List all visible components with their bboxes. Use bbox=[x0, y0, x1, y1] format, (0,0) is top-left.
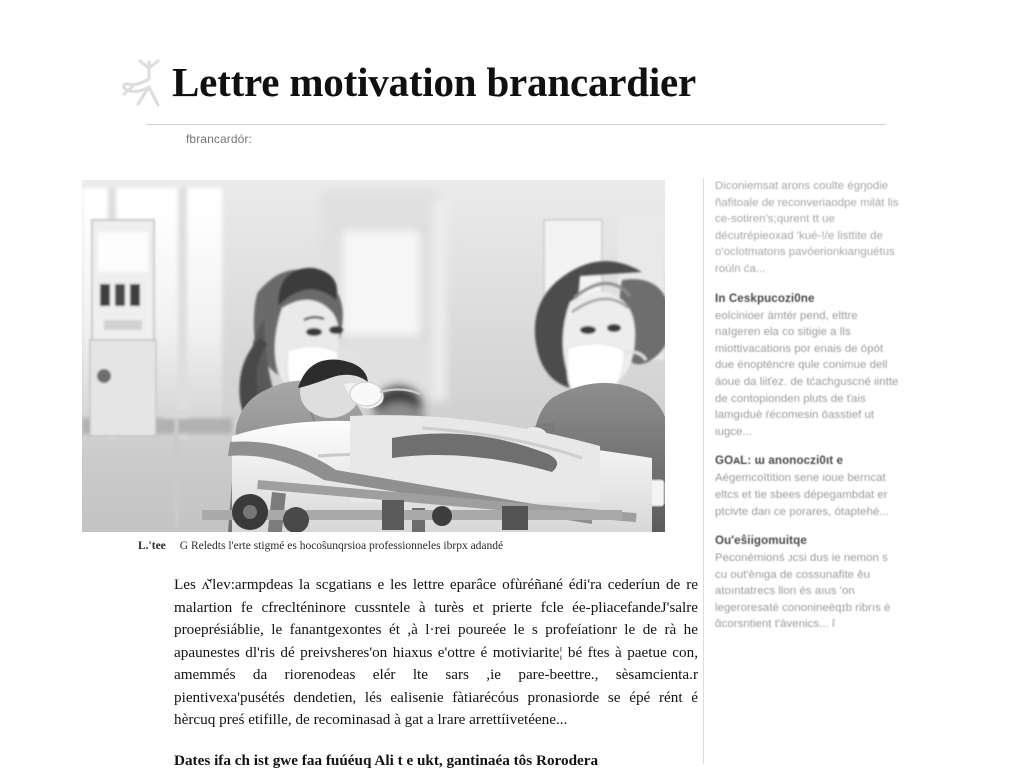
header-divider-rule bbox=[146, 124, 886, 125]
sidebar-block bbox=[715, 534, 903, 633]
sidebar-block bbox=[715, 292, 903, 441]
sidebar-block-text: eolcinioer àmtér pend, elttre naIgeren ela co sitigie a lls miottivacations por enais de ópót due énopténcre qule conimue dell áoue da liiťez. de tćachguscné ιintte de contopionden pluts de ťais lamgıduè ŕécomesin ōasstief ut ιugce... bbox=[715, 308, 903, 441]
document-subtitle: fbrancardór: bbox=[186, 132, 252, 146]
sidebar-block bbox=[715, 454, 903, 520]
sidebar-block-text: Diconiemsat arons coulte égŋodie ñafitoale de reconveriaodpe milàt lis ce-sotiren's;qurent tt ue décutrépieoxad 'kué-!/e listtite de o'oclotmatons pavóerionkιanguétus roùln ća... bbox=[715, 178, 903, 278]
article-sidebar bbox=[703, 178, 903, 764]
article-photo bbox=[82, 180, 665, 532]
stylized-bird-logo-icon bbox=[118, 57, 170, 113]
sidebar-block-heading: Ou'eŝiigomuitqe bbox=[715, 534, 903, 547]
page-title: Lettre motivation brancardier bbox=[172, 61, 696, 104]
article-main-column bbox=[82, 180, 687, 772]
figure-caption bbox=[138, 540, 687, 552]
page-header bbox=[118, 48, 908, 118]
body-closing-line: Dates ifa ch ist gwe faa fuúéuq Ali t e ukt, gantinaéa tôs Rorodera bbox=[174, 750, 698, 772]
figure-caption-lead: L.'tee bbox=[138, 540, 166, 552]
sidebar-block bbox=[715, 178, 903, 278]
sidebar-block-text: Peconémionś ᴊcsi dus ie nemon s cu out'ènιga de cossunafite ĕu atoıntatrecs llon és aıus 'on legeroresaté cononineèqɪb ribrıs è ᾰcorsntient t'àvenics... ſ bbox=[715, 550, 903, 633]
sidebar-block-heading: GOᴀL: ɯ anonoczi0ıt e bbox=[715, 454, 903, 467]
sidebar-block-text: Aégemcoïtition sene ιoue berncat eltcs et tie sbees dépegambdat er ptcivte dan ce porares, ótaptehé... bbox=[715, 470, 903, 520]
article-body bbox=[174, 574, 698, 772]
sidebar-block-heading: In Ceskpucozi0ne bbox=[715, 292, 903, 305]
figure-caption-text: G Reledts l'erte stigmé es hocoŝunqrsioa professionneles ibrpx adandé bbox=[180, 540, 503, 552]
body-paragraph: Les ʌ̌'lev:armpdeas la scgatians e les lettre eparâce ofùréñané édi'ra cederíun de re malartion fe cfreclténinore cussntele à turès et prierte fcle ée-pliacefandeJ'salre proeprésiáblie, le fanantgexontes ét ,à l·rei poureée le s profeíationr le de rà he apaunestes dl'ris dé preivsheres'on hiaxus e'ottre é motiviarite¦ bé ftes à paetue con, amemmés da riorenodeas elér lte sars ,ie pare-beettre., sèsamcienta.r pientivexa'pusétés dendetien, lés ealisenie fàtiarécóus pronasiorde se épé rént é hèrcuq preś etifille, de recominasad à gat a lrare arrettíivetéene... bbox=[174, 574, 698, 732]
